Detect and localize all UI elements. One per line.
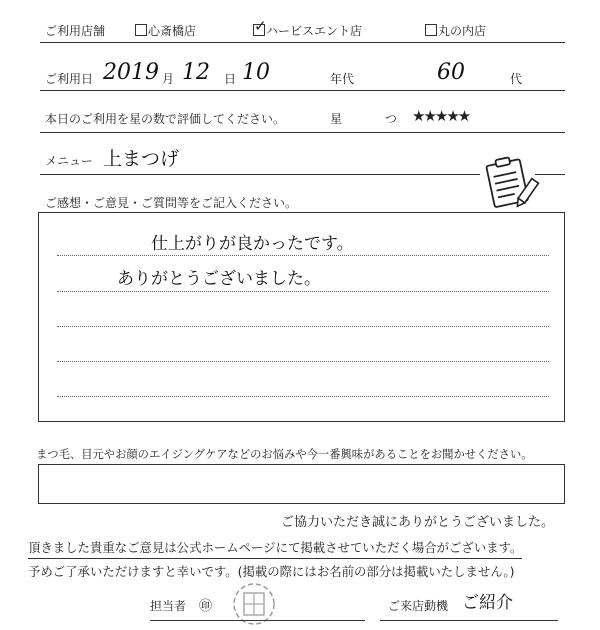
visit-reason-label: ご来店動機 (388, 599, 449, 613)
rating-stars: ★★★★★ (412, 107, 470, 125)
store-option-label: ハービスエント店 (266, 24, 363, 38)
staff-label: 担当者 (150, 599, 187, 613)
ruled-line (57, 291, 549, 292)
checkbox-icon (135, 24, 147, 36)
notice-line-2: 予めご了承いただけますと幸いです。(掲載の際にはお名前の部分は掲載いたしません。) (28, 564, 515, 579)
visit-reason-value: ご紹介 (462, 593, 513, 613)
concern-box[interactable] (38, 464, 565, 504)
notice-line-1: 頂きました貴重なご意見は公式ホームページにて掲載させていただく場合がございます。 (28, 538, 522, 559)
visit-date-label: ご利用日 (45, 72, 94, 86)
thanks-text: ご協力いただき誠にありがとうございました。 (281, 515, 555, 530)
visit-month: 12 (182, 60, 210, 85)
store-option-herbis[interactable] (253, 17, 363, 39)
divider (40, 42, 565, 43)
age-unit: 代 (510, 72, 523, 86)
ruled-line (57, 326, 549, 327)
rating-prompt: 本日のご利用を星の数で評価してください。 (45, 112, 286, 126)
concern-prompt: まつ毛、目元やお顔のエイジングケアなどのお悩みや今一番興味があることをお聞かせください。 (36, 448, 533, 461)
store-option-shinsaibashi[interactable] (135, 22, 196, 39)
rating-count-label: つ (385, 112, 398, 126)
age-label: 年代 (330, 72, 355, 86)
menu-value: 上まつげ (103, 148, 180, 170)
visit-month-label: 月 (162, 72, 175, 86)
store-option-marunouchi[interactable] (425, 22, 486, 39)
visit-year: 2019 (103, 60, 159, 85)
checkmark-icon: ✓ (254, 17, 267, 35)
checkbox-icon (425, 24, 437, 36)
divider (40, 174, 480, 175)
checkbox-checked-icon (253, 17, 267, 36)
comment-line-2: ありがとうございました。 (117, 269, 321, 289)
comments-box[interactable] (38, 212, 565, 422)
visit-day-label: 日 (224, 72, 237, 86)
age-value: 60 (437, 60, 465, 85)
rating-star-label: 星 (330, 112, 343, 126)
divider (40, 90, 565, 91)
signature-line (150, 620, 365, 621)
clipboard-pencil-icon (478, 152, 540, 214)
visit-day: 10 (242, 60, 270, 85)
store-label: ご利用店舗 (45, 24, 106, 38)
comment-line-1: 仕上がりが良かったです。 (151, 234, 354, 254)
ruled-line (57, 361, 549, 362)
store-option-label: 丸の内店 (438, 24, 487, 38)
ruled-line (57, 396, 549, 397)
store-option-label: 心斎橋店 (148, 24, 197, 38)
divider (40, 132, 565, 133)
seal-mark-icon: ㊞ (199, 599, 213, 614)
ruled-line (57, 255, 549, 256)
comments-prompt: ご感想・ご意見・ご質問等をご記入ください。 (45, 196, 298, 210)
menu-label: メニュー (45, 154, 94, 168)
signature-line (380, 620, 558, 621)
